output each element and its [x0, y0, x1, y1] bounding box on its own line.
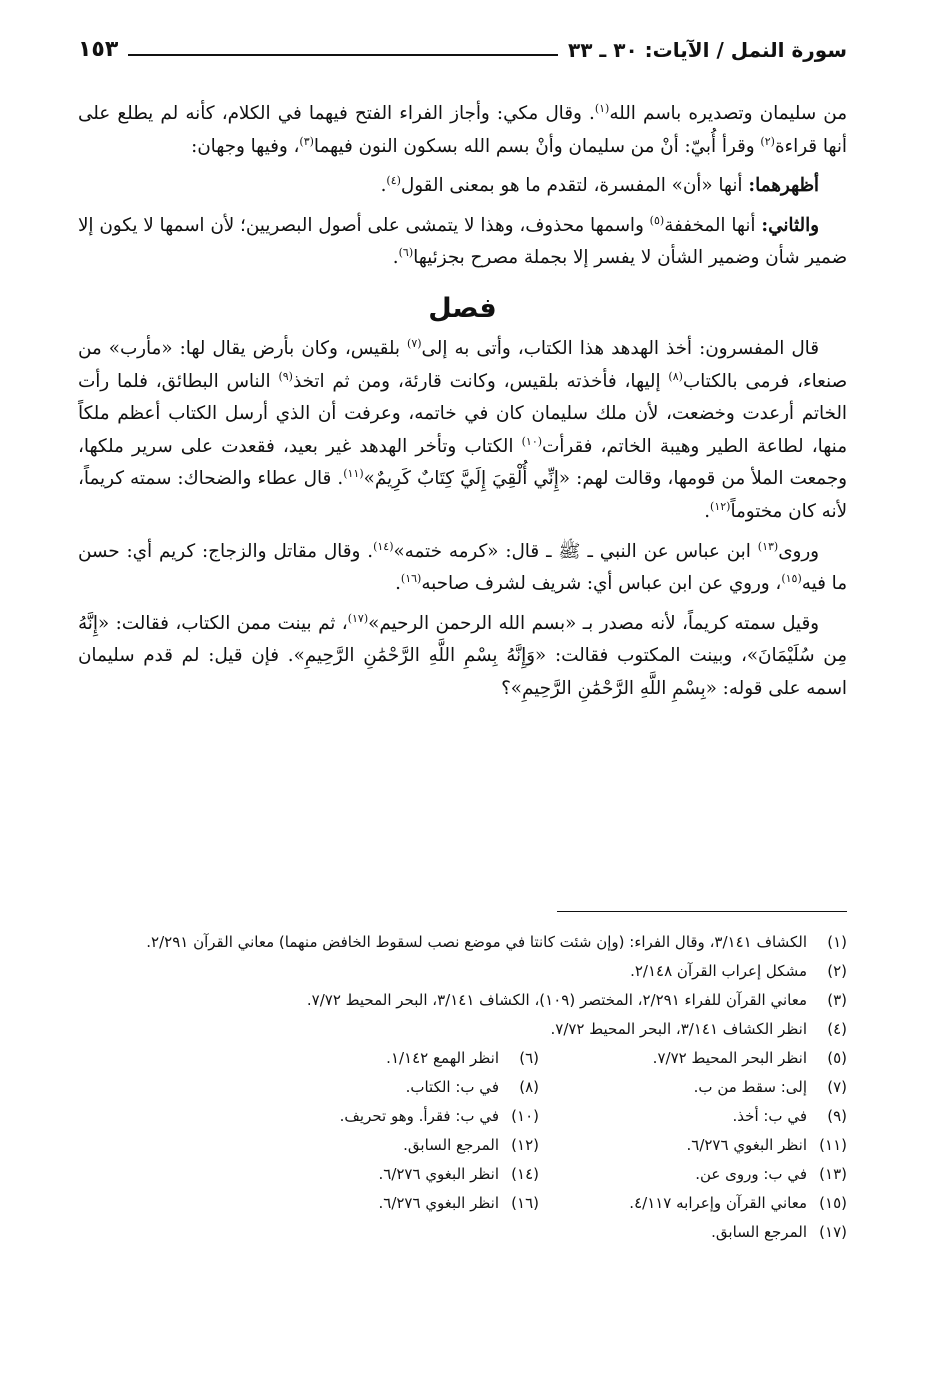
- footnote-ref: (١٤): [373, 539, 394, 553]
- footnote-separator: [557, 911, 847, 912]
- footnote-item: (٧) إلى: سقط من ب.: [693, 1078, 847, 1096]
- paragraph-3: والثاني: أنها المخففة$^{(٥)}$ واسمها محذوف، وهذا لا يتمشى على أصول البصريين؛ لأن اسمها لا يكون إلا ضمير شأن وضمير الشأن لا يفسر إلا بجملة مصرح بجزئيها$^{(٦)}$.: [78, 213, 847, 269]
- footnote-item: (٢) مشكل إعراب القرآن ٢/١٤٨.: [630, 962, 847, 980]
- footnote-item: (١١) انظر البغوي ٦/٢٧٦.: [686, 1136, 847, 1154]
- footnote-item: (١٧) المرجع السابق.: [711, 1223, 847, 1241]
- footnote-item: (١٥) معاني القرآن وإعرابه ٤/١١٧.: [629, 1194, 847, 1212]
- paragraph-2: أظهرهما: أنها «أن» المفسرة، لتقدم ما هو بمعنى القول$^{(٤)}$.: [380, 174, 819, 197]
- footnote-item: (١٠) في ب: فقرأ. وهو تحريف.: [339, 1107, 539, 1125]
- running-title: سورة النمل / الآيات: ٣٠ ـ ٣٣: [568, 38, 847, 62]
- footnote-ref: (١٦): [400, 572, 422, 586]
- footnote-item: (١٢) المرجع السابق.: [403, 1136, 539, 1154]
- footnote-item: (٣) معاني القرآن للفراء ٢/٢٩١، المختصر (١٠٩)، الكشاف ٣/١٤١، البحر المحيط ٧/٧٢.: [306, 991, 847, 1009]
- paragraph-6: وقيل سمته كريماً، لأنه مصدر بـ «بسم الله الرحمن الرحيم»$^{(١٧)}$، ثم بينت ممن الكتاب، فقالت: «إِنَّهُ مِن سُلَيْمَانَ»، وبينت المكتوب فقالت: «وَإِنَّهُ بِسْمِ اللَّهِ الرَّحْمَٰنِ الرَّحِيمِ». فإن قيل: لم قدم سليمان اسمه على قوله: «بِسْمِ اللَّهِ الرَّحْمَٰنِ الرَّحِيمِ»؟: [78, 611, 847, 699]
- footnote-item: (١٤) انظر البغوي ٦/٢٧٦.: [378, 1165, 539, 1183]
- paragraph-4: قال المفسرون: أخذ الهدهد هذا الكتاب، وأتى به إلى$^{(٧)}$ بلقيس، وكان بأرض يقال لها: «مأرب» من صنعاء، فرمى بالكتاب$^{(٨)}$ إليها، فأخذته بلقيس، وكانت قارئة، ومن ثم اتخذ$^{(٩)}$ الناس البطائق، فلما رأت الخاتم أرعدت وخضعت، لأن ملك سليمان كان في خاتمه، وعرفت أن الذي أرسل الكتاب أعظم ملكاً منها، لطاعة الطير وهيبة الخاتم، فقرأت$^{(١٠)}$ الكتاب وتأخر الهدهد غير بعيد، فقعدت على سرير ملكها، وجمعت الملأ من قومها، وقالت لهم: «إِنِّي أُلْقِيَ إِلَيَّ كِتَابٌ كَرِيمٌ»$^{(١١)}$. قال عطاء والضحاك: سمته كريماً، لأنه كان مختوماً$^{(١٢)}$.: [78, 336, 847, 522]
- footnote-item: (١٦) انظر البغوي ٦/٢٧٦.: [378, 1194, 539, 1212]
- footnote-ref: (١١): [343, 467, 364, 481]
- footnote-ref: (٩): [278, 369, 293, 383]
- footnote-item: (٦) انظر الهمع ١/١٤٢.: [386, 1049, 539, 1067]
- second-aspect-label: والثاني:: [761, 214, 819, 236]
- header-rule: [128, 54, 558, 56]
- footnote-item: (٩) في ب: أخذ.: [732, 1107, 847, 1125]
- footnote-ref: (٣): [299, 134, 314, 148]
- paragraph-5: وروى$^{(١٣)}$ ابن عباس عن النبي ـ ﷺ ـ قال: «كرمه ختمه»$^{(١٤)}$. وقال مقاتل والزجاج: كريم أي: حسن ما فيه$^{(١٥)}$، وروي عن ابن عباس أي: شريف لشرف صاحبه$^{(١٦)}$.: [78, 539, 847, 595]
- footnotes: [78, 928, 847, 1247]
- first-aspect-label: أظهرهما:: [748, 175, 819, 197]
- footnote-ref: (١٣): [757, 539, 779, 553]
- footnote-item: (١) الكشاف ٣/١٤١، وقال الفراء: (وإن شئت كانتا في موضع نصب لسقوط الخافض منهما) معاني القرآن ٢/٢٩١.: [146, 933, 847, 951]
- footnote-ref: (٢): [760, 134, 775, 148]
- paragraph-1: من سليمان وتصديره باسم الله$^{(١)}$. وقال مكي: وأجاز الفراء الفتح فيهما في الكلام، كأنه لم يطلع على أنها قراءة$^{(٢)}$ وقرأ أُبيّ: أنْ من سليمان وأنْ بسم الله بسكون النون فيهما$^{(٣)}$، وفيها وجهان:: [78, 102, 847, 157]
- footnote-item: (١٣) في ب: وروى عن.: [695, 1165, 847, 1183]
- footnote-ref: (١٥): [781, 572, 802, 586]
- page-number: ١٥٣: [78, 37, 119, 62]
- page-header: [78, 28, 847, 62]
- footnote-item: (٥) انظر البحر المحيط ٧/٧٢.: [652, 1049, 847, 1067]
- footnote-ref: (١٠): [521, 434, 543, 448]
- main-text: [78, 98, 847, 706]
- footnote-ref: (٧): [407, 336, 422, 350]
- footnote-ref: (٤): [386, 174, 401, 188]
- footnote-item: (٤) انظر الكشاف ٣/١٤١، البحر المحيط ٧/٧٢.: [550, 1020, 847, 1038]
- footnote-ref: (٥): [649, 213, 665, 227]
- footnote-ref: (٨): [668, 369, 683, 383]
- footnote-ref: (١٧): [347, 611, 369, 625]
- footnote-columns: [78, 1044, 847, 1247]
- footnote-item: (٨) في ب: الكتاب.: [405, 1078, 539, 1096]
- footnote-ref: (٦): [398, 246, 414, 260]
- section-title: فصل: [428, 292, 497, 324]
- footnote-ref: (١٢): [710, 499, 731, 513]
- footnote-ref: (١): [594, 102, 610, 115]
